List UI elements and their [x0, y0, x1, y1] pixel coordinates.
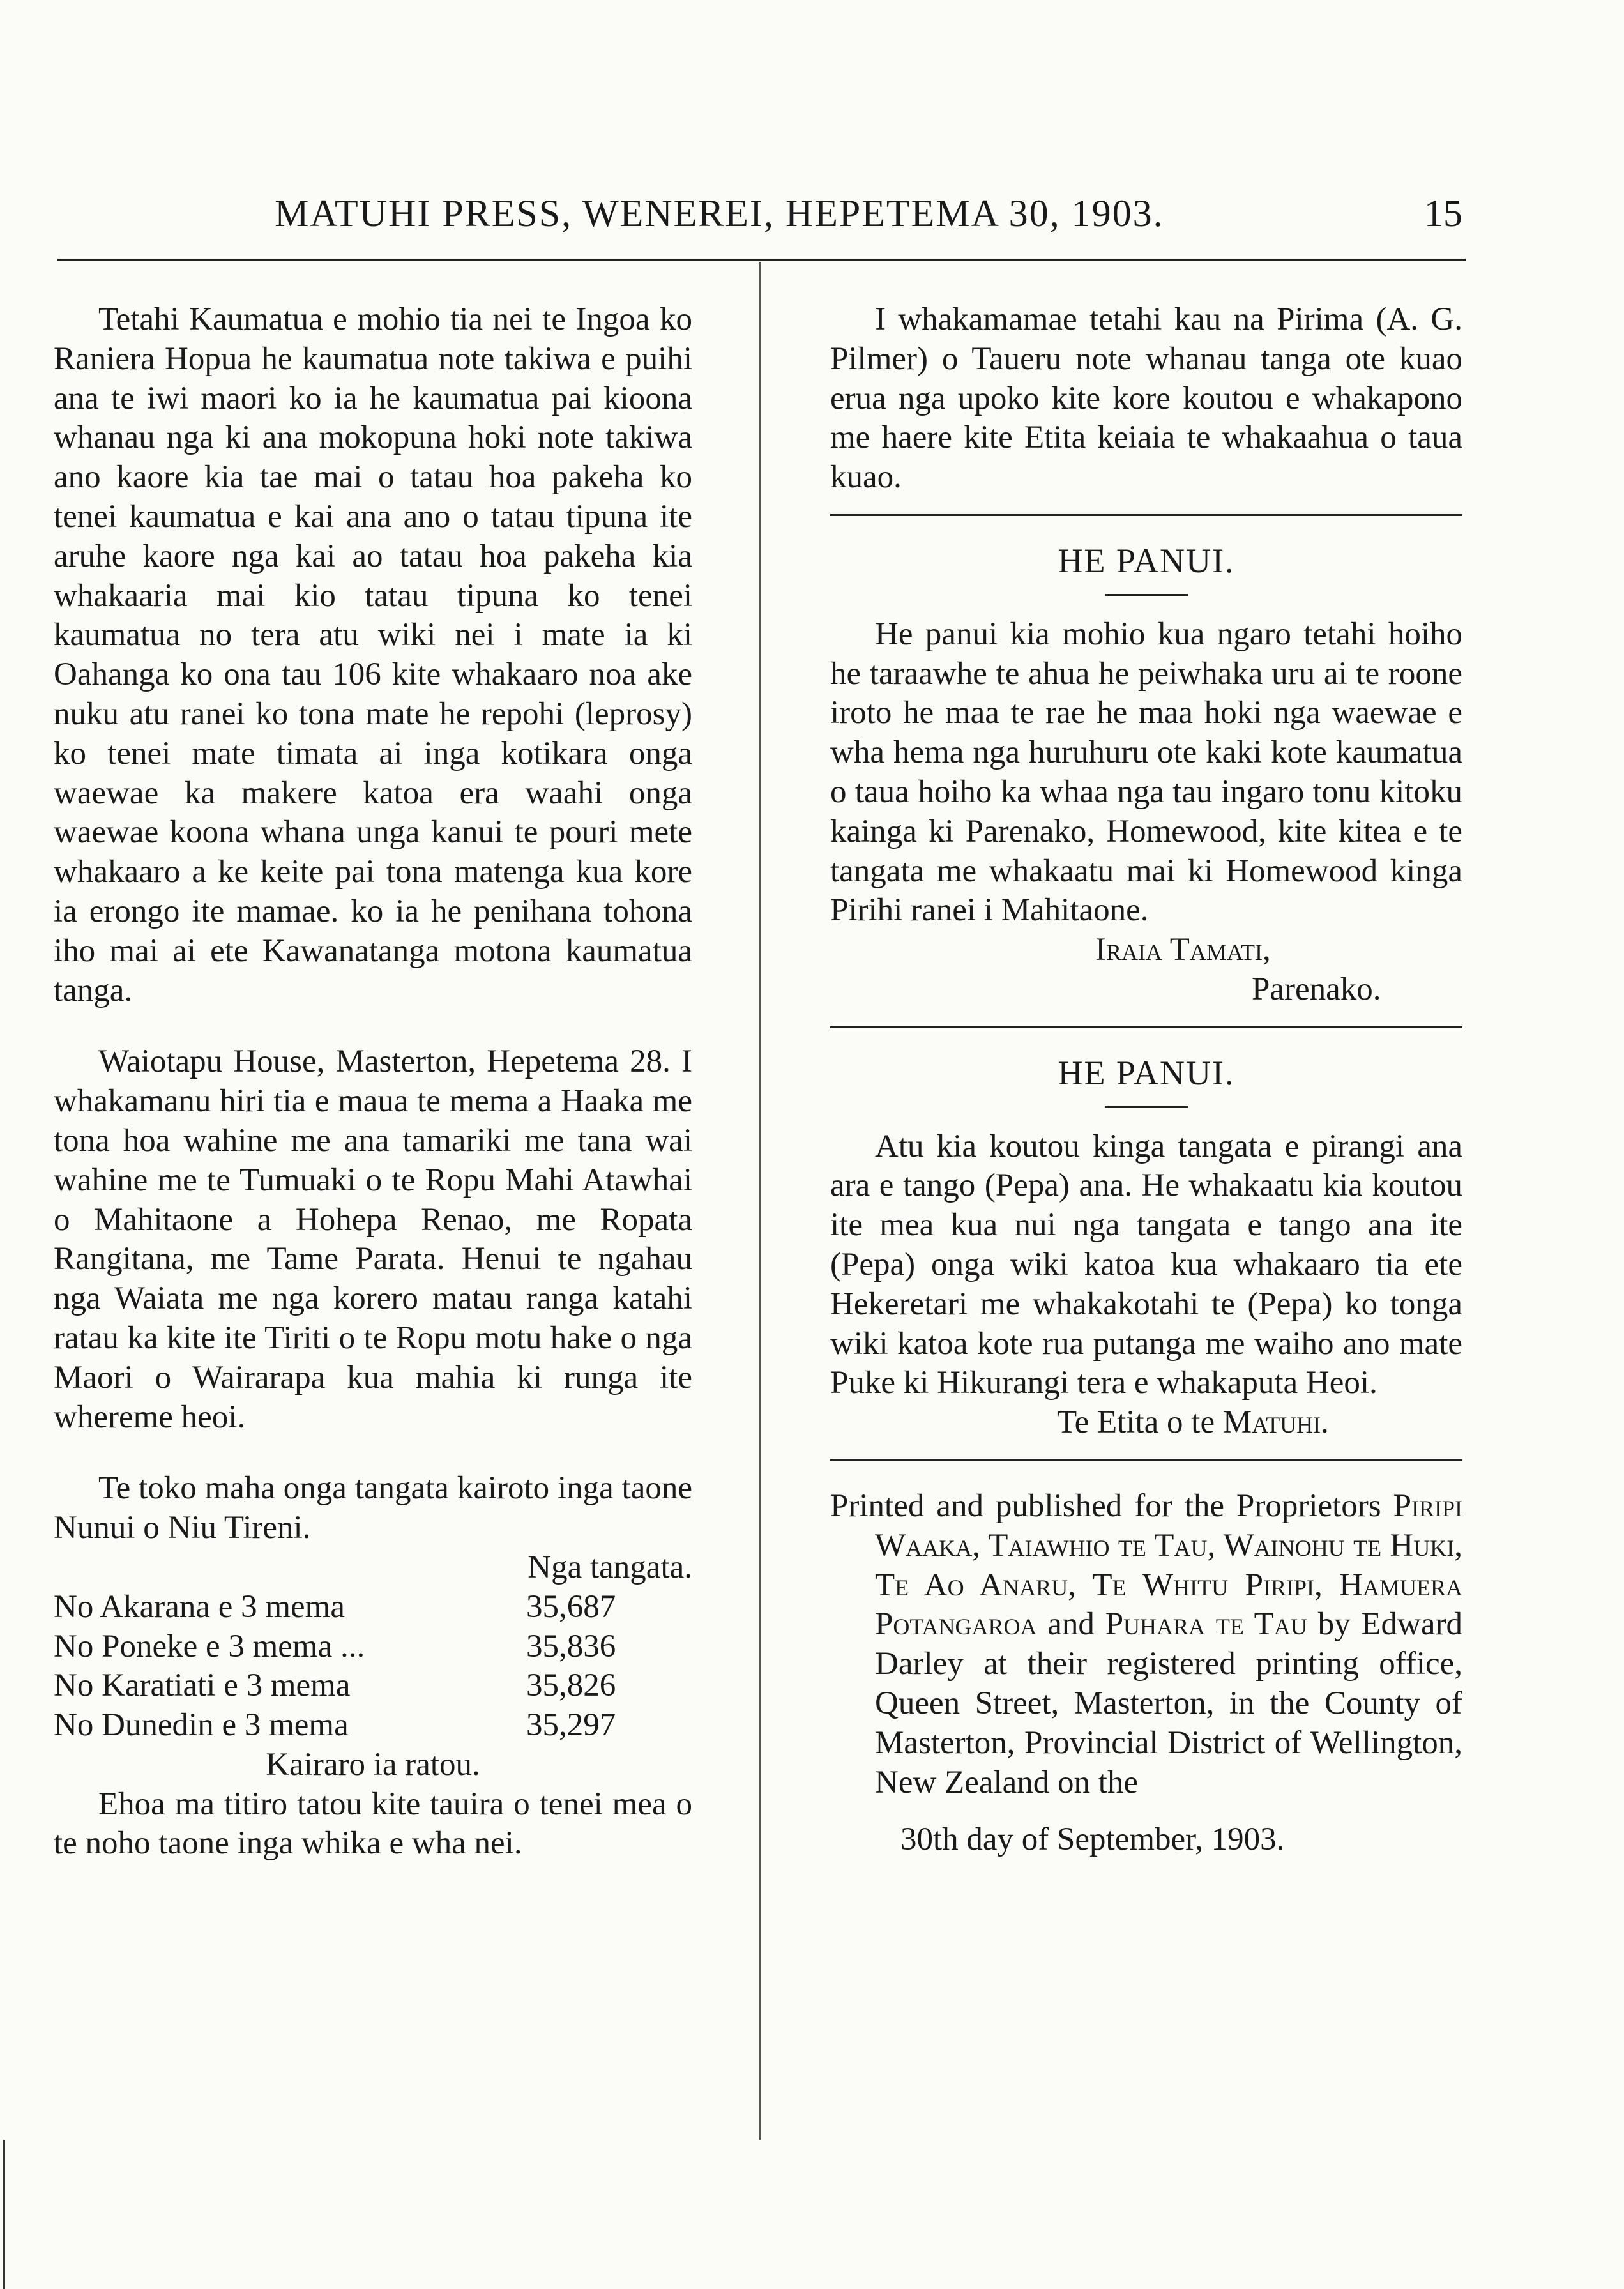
heading-rule [1105, 594, 1188, 596]
header-rule [57, 259, 1466, 261]
row-count: 35,297 [526, 1707, 616, 1744]
row-count: 35,836 [526, 1628, 616, 1664]
row-place: No Dunedin e 3 mema [54, 1707, 349, 1744]
notice-body-horse: He panui kia mohio kua ngaro tetahi hoiho he taraawhe te ahua he peiwhaka uru ai te roone iroto he maa te rae he maa hoki nga waewae e wha hema nga huruhuru ote kaki kote kaumatua o taua hoiho ka whaa nga tau ingaro tonu kitoku kainga ki Parenako, Homewood, kite kitea e te tangata me whakaatu mai ki Homewood kinga Pirihi ranei i Mahitaone. [830, 616, 1462, 929]
population-table-footer: Kairaro ia ratou. [266, 1746, 480, 1783]
notice-signature-editor [830, 1403, 1462, 1443]
imprint-date: 30th day of September, 1903. [900, 1821, 1285, 1858]
running-header [57, 192, 1462, 243]
signature-prefix: Te Etita o te [1057, 1404, 1223, 1441]
section-rule [830, 1459, 1462, 1461]
imprint-rest: by Edward Darley at their registered printing office, Queen Street, Masterton, in the County of Masterton, Provincial District of Wellington, New Zealand on the [875, 1606, 1462, 1800]
section-rule [830, 1026, 1462, 1028]
population-table-header: Nga tangata. [527, 1549, 692, 1585]
heading-rule [1105, 1106, 1188, 1108]
notice-signature-place: Parenako. [1252, 971, 1381, 1007]
imprint-and: and [1036, 1606, 1105, 1643]
article-pirima-cow: I whakamamae tetahi kau na Pirima (A. G. Pilmer) o Taueru note whanau tanga ote kuao erua nga upoko kite kore koutou e whakapono me haere kite Etita keiaia te whakaahua o taua kuao. [830, 301, 1462, 496]
table-row [54, 1666, 692, 1706]
imprint-text [830, 1487, 1462, 1802]
imprint-proprietor-last: Puhara te Tau [1105, 1606, 1307, 1643]
row-place: No Karatiati e 3 mema [54, 1668, 351, 1704]
header-title: MATUHI PRESS, WENEREI, HEPETEMA 30, 1903. [275, 192, 1164, 234]
row-count: 35,687 [526, 1588, 616, 1625]
row-place: No Akarana e 3 mema [54, 1588, 345, 1625]
row-count: 35,826 [526, 1668, 616, 1704]
page-number: 15 [1424, 192, 1462, 234]
notice-body-paper: Atu kia koutou kinga tangata e pirangi ana ara e tango (Pepa) ana. He whakaatu kia koutou ite mea kua nui nga tangata e tango ana ite (Pepa) onga wiki katoa kua whakaaro tia ete Hekeretari me whakakotahi te (Pepa) ko tonga wiki katoa kote rua putanga me waiho ano mate Puke ki Hikurangi tera e whakaputa Heoi. [830, 1128, 1462, 1401]
margin-mark [3, 2140, 5, 2289]
article-waiotapu-house: Waiotapu House, Masterton, Hepetema 28. I whakamanu hiri tia e maua te mema a Haaka me tona hoa wahine me ana tamariki me tana wai wahine me te Tumuaki o te Ropu Mahi Atawhai o Mahitaone a Hohepa Renao, me Ropata Rangitana, me Tame Parata. Henui te ngahau nga Waiata me nga korero matau ranga katahi ratau ka kite ite Tiriti o te Ropu motu hake o nga Maori o Wairarapa kua mahia ki runga ite whereme heoi. [54, 1044, 692, 1435]
article-population-closing: Ehoa ma titiro tatou kite tauira o tenei mea o te noho taone inga whika e wha nei. [54, 1786, 692, 1862]
right-column [830, 300, 1462, 1860]
table-row [54, 1627, 692, 1667]
imprint-proprietors: Piripi Waaka, Taiawhio te Tau, Wainohu te Huki, Te Ao Anaru, Te Whitu Piripi, Hamuera Potangaroa [875, 1487, 1462, 1643]
notice-signature-name: Iraia Tamati, [1095, 932, 1271, 968]
column-divider [759, 262, 761, 2140]
table-row [54, 1588, 692, 1627]
signature-paper-name: Matuhi. [1222, 1404, 1329, 1441]
row-place: No Poneke e 3 mema ... [54, 1628, 365, 1664]
population-table [54, 1588, 692, 1745]
article-population-intro: Te toko maha onga tangata kairoto inga taone Nunui o Niu Tireni. [54, 1470, 692, 1546]
article-raniera-hopua: Tetahi Kaumatua e mohio tia nei te Ingoa ko Raniera Hopua he kaumatua note takiwa e puihi ana te iwi maori ko ia he kaumatua pai kioona whanau nga ki ana mokopuna hoki note takiwa ano kaore kia tae mai o tatau hoa pakeha ko tenei kaumatua e kai ana ano o tatau tipuna ite aruhe kaore nga kai ao tatau hoa pakeha kia whakaaria mai kio tatau tipuna ko tenei kaumatua no tera atu wiki nei i mate ia ki Oahanga ko ona tau 106 kite whakaaro noa ake nuku atu ranei ko tona mate he repohi (leprosy) ko tenei mate timata ai inga kotikara onga waewae ka makere katoa era waahi onga waewae koona whana unga kanui te pouri mete whakaaro a ke keite pai tona matenga kua kore ia erongo ite mamae. ko ia he penihana tohona iho mai ai ete Kawanatanga motona kaumatua tanga. [54, 301, 692, 1008]
notice-heading-1: HE PANUI. [1058, 541, 1235, 580]
notice-heading-2: HE PANUI. [1058, 1053, 1235, 1092]
imprint-lead: Printed and published for the Proprietors [830, 1487, 1393, 1524]
section-rule [830, 514, 1462, 516]
left-column [54, 300, 692, 1864]
table-row [54, 1706, 692, 1745]
